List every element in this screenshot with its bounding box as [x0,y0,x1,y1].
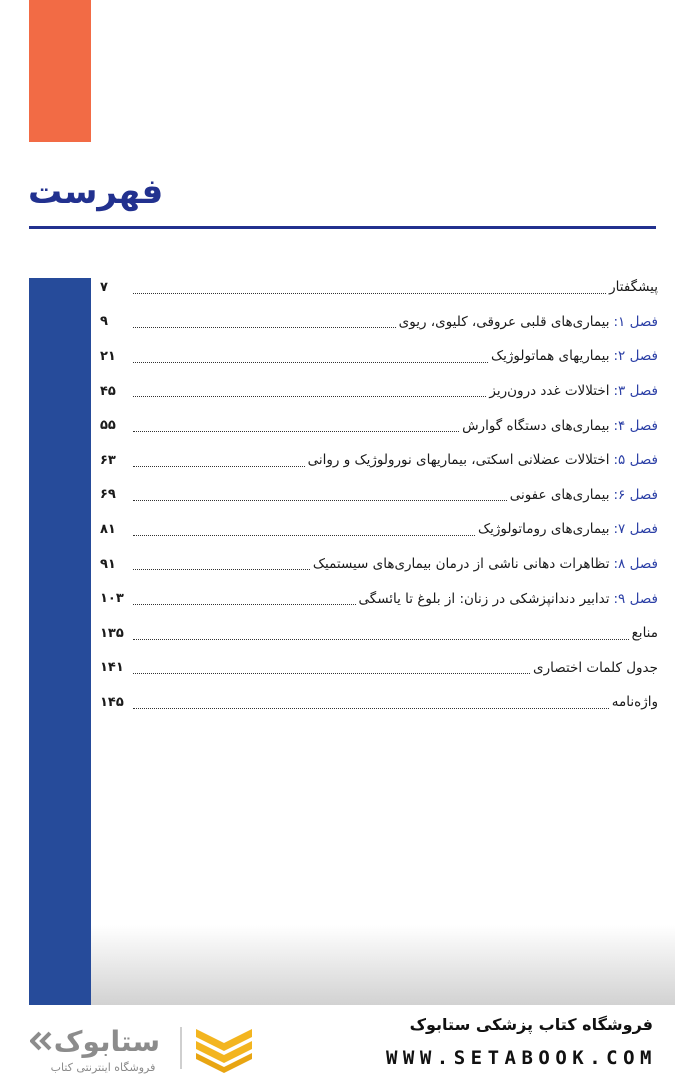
page-bottom-shade [91,925,675,1005]
toc-chapter-label: فصل ۴: [613,417,658,434]
toc-entry-title: منابع [631,625,658,642]
toc-entry-title: بیماری‌های عفونی [509,486,610,503]
toc-row[interactable] [100,339,658,374]
toc-page-number: ۱۴۵ [100,694,124,710]
toc-leader-dots [133,431,459,432]
toc-leader-dots [133,362,488,363]
page-title: فهرست [28,172,164,212]
toc-leader-dots [133,639,629,640]
toc-leader-dots [133,708,609,709]
book-logo-icon [192,1025,256,1073]
toc-entry-title: جدول کلمات اختصاری [533,659,658,676]
toc-page-number: ۱۳۵ [100,625,124,641]
toc-leader-dots [133,293,606,294]
toc-chapter-label: فصل ۷: [613,521,658,538]
toc-chapter-label: فصل ۱: [613,313,658,330]
toc-chapter-label: فصل ۶: [613,486,658,503]
footer [0,1005,675,1080]
table-of-contents [100,270,658,720]
toc-page-number: ۹۱ [100,556,116,572]
orange-accent-bar [29,0,91,142]
toc-row[interactable] [100,512,658,547]
toc-leader-dots [133,535,475,536]
blue-accent-bar [29,278,91,1005]
toc-row[interactable] [100,616,658,651]
toc-page-number: ۶۳ [100,452,116,468]
toc-leader-dots [133,604,356,605]
toc-page-number: ۶۹ [100,487,116,503]
toc-page-number: ۱۰۳ [100,591,124,607]
toc-row[interactable] [100,685,658,720]
toc-row[interactable] [100,581,658,616]
toc-leader-dots [133,500,507,501]
toc-row[interactable] [100,443,658,478]
toc-row[interactable] [100,374,658,409]
toc-page-number: ۱۴۱ [100,660,124,676]
toc-entry-title: بیماری‌های قلبی عروقی، کلیوی، ریوی [398,313,610,330]
brand-tagline: فروشگاه اینترنتی کتاب [50,1061,156,1074]
toc-page-number: ۲۱ [100,348,116,364]
toc-page-number: ۸۱ [100,521,116,537]
toc-leader-dots [133,327,396,328]
shop-url[interactable]: WWW.SETABOOK.COM [385,1047,657,1069]
toc-entry-title: اختلالات غدد درون‌ریز [489,383,610,400]
toc-entry-title: پیشگفتار [609,279,658,296]
toc-row[interactable] [100,408,658,443]
toc-leader-dots [133,466,305,467]
toc-page-number: ۷ [100,279,108,295]
toc-chapter-label: فصل ۹: [613,590,658,607]
toc-chapter-label: فصل ۸: [613,556,658,573]
toc-entry-title: بیماری‌های روماتولوژیک [477,521,610,538]
toc-entry-title: اختلالات عضلانی اسکتی، بیماریهای نورولوژیک و روانی [307,452,610,469]
toc-page-number: ۵۵ [100,418,116,434]
toc-entry-title: تدابیر دندانپزشکی در زنان: از بلوغ تا یائسگی [358,590,610,607]
toc-entry-title: بیماری‌های دستگاه گوارش [462,417,610,434]
toc-entry-title: بیماریهای هماتولوژیک [491,348,610,365]
toc-chapter-label: فصل ۵: [613,452,658,469]
toc-entry-title: تظاهرات دهانی ناشی از درمان بیماری‌های سیستمیک [312,556,610,573]
toc-page-number: ۴۵ [100,383,116,399]
shop-name: فروشگاه کتاب پزشکی ستابوک [409,1015,653,1034]
toc-row[interactable] [100,478,658,513]
toc-entry-title: واژه‌نامه [611,694,658,711]
logo-divider [180,1027,182,1069]
toc-chapter-label: فصل ۲: [613,348,658,365]
svg-text:ستابوک: ستابوک [53,1025,160,1058]
toc-row[interactable] [100,270,658,305]
toc-leader-dots [133,396,486,397]
toc-row[interactable] [100,651,658,686]
toc-leader-dots [133,569,310,570]
brand-wordmark [30,1021,170,1061]
title-underline [29,226,656,229]
toc-chapter-label: فصل ۳: [613,383,658,400]
toc-row[interactable] [100,305,658,340]
toc-page-number: ۹ [100,314,108,330]
toc-leader-dots [133,673,530,674]
toc-row[interactable] [100,547,658,582]
